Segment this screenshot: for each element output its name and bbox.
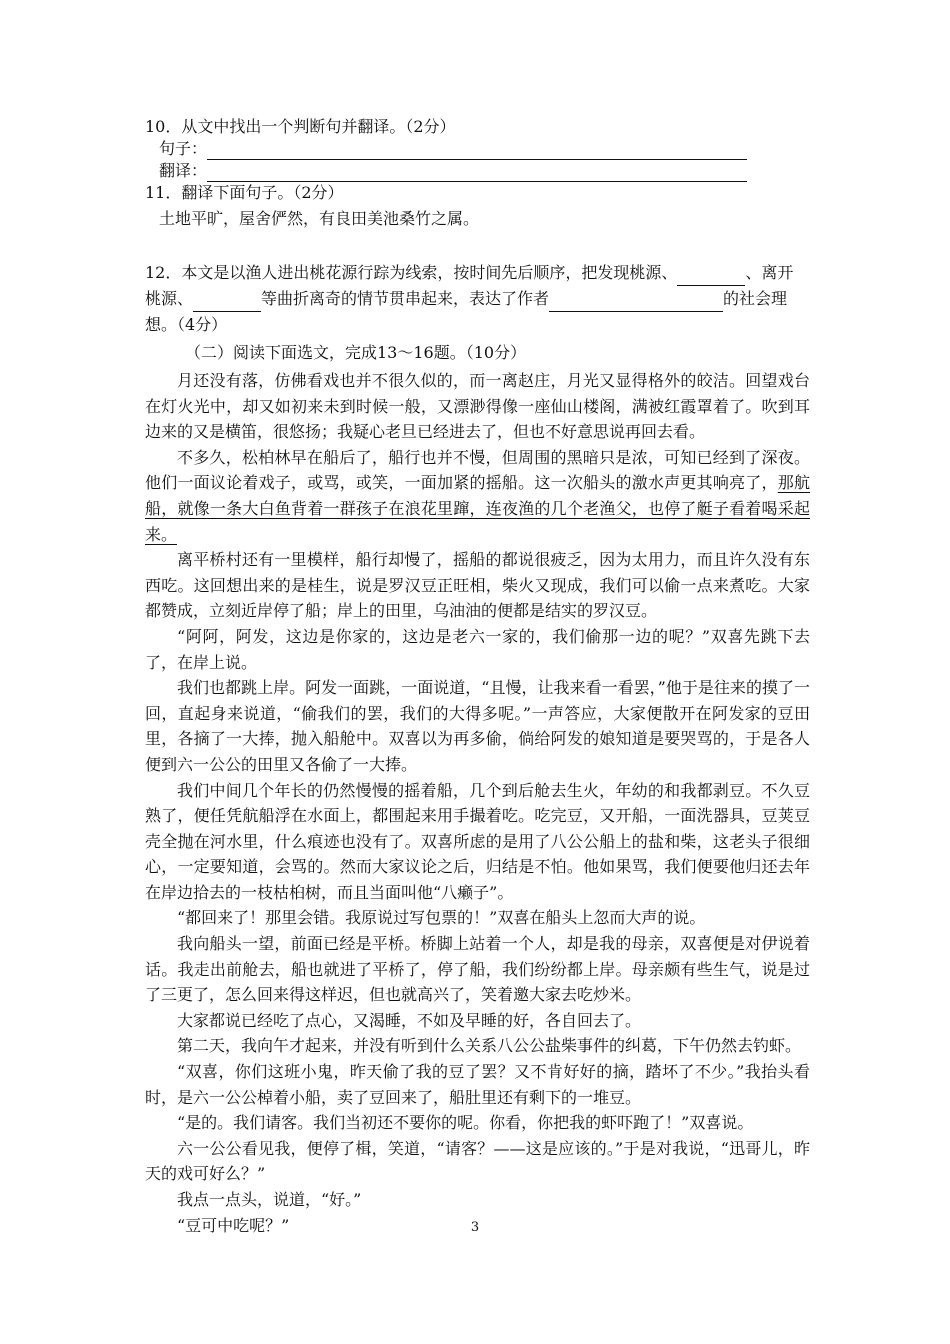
passage-paragraph: 我们也都跳上岸。阿发一面跳，一面说道，“且慢，让我来看一看罢，”他于是往来的摸了一回，直起身来说道，“偷我们的罢，我们的大得多呢。”一声答应，大家便散开在阿发家的豆田里，各摘了一大捧，抛入船舱中。双喜以为再多偷，倘给阿发的娘知道是要哭骂的，于是各人便到六一公公的田里又各偷了一大捧。: [145, 678, 810, 774]
question-12-blank-1[interactable]: [677, 269, 745, 286]
question-10-translation-row: [145, 160, 810, 182]
question-12-text-e: 的社会理: [723, 289, 788, 308]
passage-paragraph: 第二天，我向午才起来，并没有听到什么关系八公公盐柴事件的纠葛，下午仍然去钓虾。: [177, 1036, 802, 1056]
passage-paragraph: 我们中间几个年长的仍然慢慢的摇着船，几个到后舱去生火，年幼的和我都剥豆。不久豆熟了，便任凭航船浮在水面上，都围起来用手撮着吃。吃完豆，又开船，一面洗器具，豆荚豆壳全抛在河水里，什么痕迹也没有了。双喜所虑的是用了八公公船上的盐和柴，这老头子很细心，一定要知道，会骂的。然而大家议论之后，归结是不怕。他如果骂，我们便要他归还去年在岸边拾去的一枝枯桕树，而且当面叫他“八癞子”。: [145, 780, 810, 902]
document-page: [145, 116, 810, 1238]
passage-paragraph: [145, 445, 810, 547]
passage-paragraph: 我点一点头，说道，“好。”: [177, 1190, 362, 1209]
passage-paragraph: “阿阿，阿发，这边是你家的，这边是老六一家的，我们偷那一边的呢？”双喜先跳下去了，在岸上说。: [145, 626, 810, 672]
question-10-prompt: 10．从文中找出一个判断句并翻译。（2分）: [145, 117, 456, 136]
passage-paragraph: 我向船头一望，前面已经是平桥。桥脚上站着一个人，却是我的母亲，双喜便是对伊说着话。我走出前舱去，船也就进了平桥了，停了船，我们纷纷都上岸。母亲颇有些生气，说是过了三更了，怎么回来得这样迟，但也就高兴了，笑着邀大家去吃炒米。: [145, 934, 810, 1005]
question-12-line-1: [145, 260, 810, 286]
question-12-text-d: 等曲折离奇的情节贯串起来，表达了作者: [261, 289, 550, 308]
question-12-line-3: 想。（4分）: [145, 315, 228, 334]
question-12-blank-3[interactable]: [549, 295, 723, 312]
section-2-intro: （二）阅读下面选文，完成13～16题。（10分）: [185, 343, 527, 362]
translation-label: 翻译：: [159, 161, 208, 180]
passage-paragraph: “豆可中吃呢？”: [177, 1215, 290, 1235]
passage-paragraph: 离平桥村还有一里模样，船行却慢了，摇船的都说很疲乏，因为太用力，而且许久没有东西吃。这回想出来的是桂生，说是罗汉豆正旺相，柴火又现成，我们可以偷一点来煮吃。大家都赞成，立刻近岸停了船；岸上的田里，乌油油的便都是结实的罗汉豆。: [145, 550, 810, 621]
passage-paragraph: 月还没有落，仿佛看戏也并不很久似的，而一离赵庄，月光又显得格外的皎洁。回望戏台在灯火光中，却又如初来未到时候一般，又漂渺得像一座仙山楼阁，满被红霞罩着了。吹到耳边来的又是横笛，很悠扬；我疑心老旦已经进去了，但也不好意思说再回去看。: [145, 371, 810, 442]
sentence-answer-blank[interactable]: [207, 143, 747, 160]
translation-answer-blank[interactable]: [207, 165, 747, 182]
question-12-text-b: 、离开: [745, 263, 794, 282]
passage-paragraph: “都回来了！那里会错。我原说过写包票的！”双喜在船头上忽而大声的说。: [177, 908, 706, 928]
question-11-prompt: 11．翻译下面句子。（2分）: [145, 183, 344, 202]
passage-paragraph: “双喜，你们这班小鬼，昨天偷了我的豆了罢？又不肯好好的摘，踏坏了不少。”我抬头看时，是六一公公棹着小船，卖了豆回来了，船肚里还有剩下的一堆豆。: [145, 1062, 810, 1107]
passage-text: 不多久，松柏林早在船后了，船行也并不慢，但周围的黑暗只是浓，可知已经到了深夜。他们一面议论着戏子，或骂，或笑，一面加紧的摇船。这一次船头的激水声更其响亮了，: [145, 447, 810, 493]
question-12-line-2: [145, 286, 810, 312]
spacer: [145, 230, 810, 260]
question-11-sentence: 土地平旷，屋舍俨然，有良田美池桑竹之属。: [159, 209, 480, 228]
page-number: 3: [470, 1220, 480, 1235]
passage-paragraph: “是的。我们请客。我们当初还不要你的呢。你看，你把我的虾吓跑了！”双喜说。: [177, 1113, 754, 1133]
question-12-blank-2[interactable]: [193, 295, 261, 312]
underlined-sentence: 那航船，就像一条大白鱼背着一群孩子在浪花里蹿，连夜渔的几个老渔父，也停了艇子看着喝采起来。: [145, 473, 810, 544]
passage-paragraph: 六一公公看见我，便停了楫，笑道，“请客？——这是应该的。”于是对我说，“迅哥儿，昨天的戏可好么？”: [145, 1138, 810, 1184]
passage-paragraph: 大家都说已经吃了点心，又渴睡，不如及早睡的好，各自回去了。: [177, 1010, 642, 1030]
sentence-label: 句子：: [159, 139, 208, 158]
question-12-text-a: 12．本文是以渔人进出桃花源行踪为线索，按时间先后顺序，把发现桃源、: [145, 263, 678, 282]
question-10-sentence-row: [145, 138, 810, 160]
question-12-text-c: 桃源、: [145, 289, 194, 308]
